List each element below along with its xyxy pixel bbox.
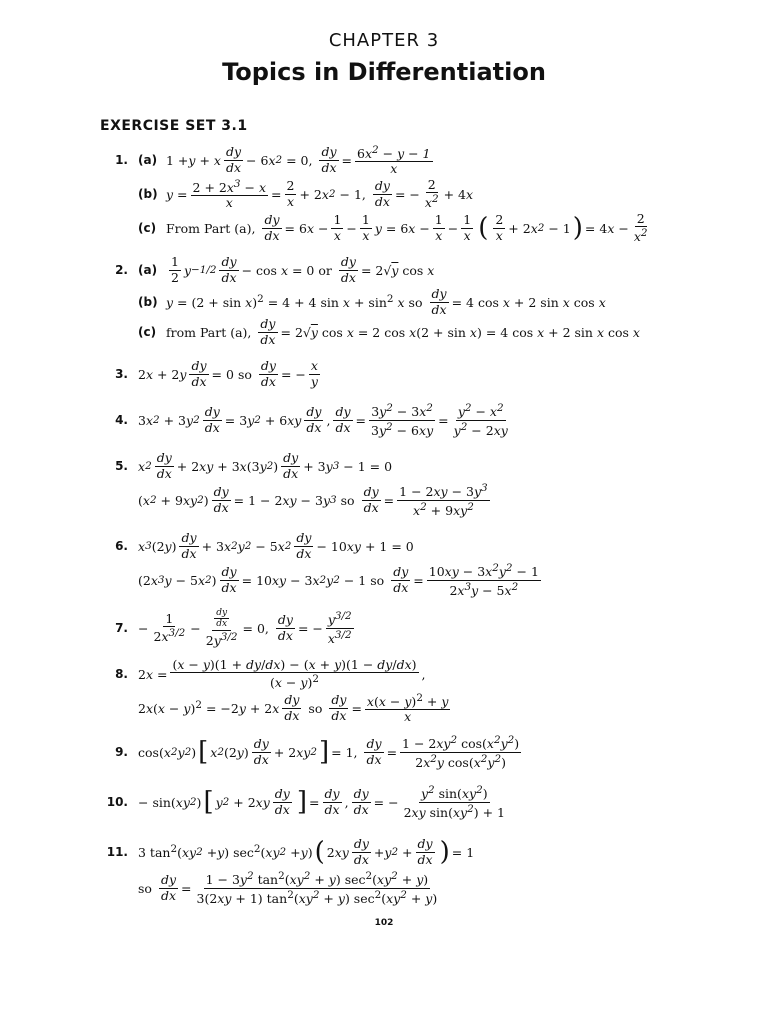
equation: 2 x + 2 y $\frac{dy}{dx}$ = 0 so $\frac{dy}{dx}$ = − $\frac{x}{y}$ [138,358,318,389]
exercise-1a [100,142,740,178]
exercise-number: 1. [115,153,128,167]
equation: − $\frac{1}{2x^{3/2}}$ − $\frac{\frac{dy}{dx}}{2y^{3/2}}$ = 0, $\frac{dy}{dx}$ = − $\frac{y^{3/2}}{x^{3/2}}$ [138,607,352,648]
exercise-8-line1 [100,656,740,692]
part-label: (a) [138,153,158,167]
equation: x 3 (2 y ) $\frac{dy}{dx}$ + 3 x 2 y 2 − 5 x 2 $\frac{dy}{dx}$ − 10 xy + 1 = 0 [138,530,414,561]
equation: 3 $\tan^2$( xy 2 + y ) $\sec^2$( xy 2 + y ) ( 2 xy $\frac{dy}{dx}$ + y 2 + $\frac{dy}{dx}$ ) = 1 [138,836,475,867]
chapter-title: Topics in Differentiation [222,58,546,86]
exercise-6-line2 [100,562,740,598]
exercise-number: 4. [115,413,128,427]
exercise-2c [100,314,740,350]
exercise-1b [100,176,740,212]
text-so: so [138,880,152,896]
exercise-5-line2 [100,482,740,518]
part-label: (b) [138,187,158,201]
exercise-7 [100,607,740,648]
exercise-5-line1 [100,448,740,484]
equation: ( x 2 + 9 xy 2 ) $\frac{dy}{dx}$ = 1 − 2 xy − 3 y 3 so $\frac{dy}{dx}$ = $\frac{1 - 2xy - 3y^3}{x^2 + 9xy^2}$ [138,481,488,518]
exercise-11-line1 [100,834,740,870]
part-label: (c) [138,325,157,339]
equation: $\frac{1}{2}$ y −1/2 $\frac{dy}{dx}$ − cos x = 0 or $\frac{dy}{dx}$ = 2√ y cos x [171,254,435,285]
equation: from Part (a), $\frac{dy}{dx}$ = 2√ y cos x = 2 cos x (2 + sin x ) = 4 cos x + 2 sin x cos x [166,316,640,347]
exercise-number: 7. [115,621,128,635]
equation: − sin( xy 2 ) [ y 2 + 2 xy $\frac{dy}{dx}$ ] = $\frac{dy}{dx}$ , $\frac{dy}{dx}$ = − $\frac{y^2 \sin(xy^2)}{2xy \sin(xy^2) + 1}$ [138,783,505,820]
equation: y = (2 + sin x )$^2$ = 4 + 4 sin x + $\sin^2$ x so $\frac{dy}{dx}$ = 4 cos x + 2 sin x cos x [166,286,606,317]
text-from-part-a: From Part (a), [166,220,256,236]
chapter-label: CHAPTER 3 [328,30,440,51]
exercise-set-heading: EXERCISE SET 3.1 [100,118,248,134]
text-so: so [237,366,252,382]
equation: 3 x 2 + 3 y 2 $\frac{dy}{dx}$ = 3 y 2 + 6 xy $\frac{dy}{dx}$ , $\frac{dy}{dx}$ = $\frac{3y^2 - 3x^2}{3y^2 - 6xy}$ = $\frac{y^2 - x^2}{y^2 - 2xy}$ [138,401,508,438]
exercise-6-line1 [100,528,740,564]
exercise-10 [100,784,740,820]
exercise-1c [100,210,740,246]
equation: x 2 $\frac{dy}{dx}$ + 2 xy + 3 x (3 y 2 ) $\frac{dy}{dx}$ + 3 y 3 − 1 = 0 [138,450,393,481]
equation: cos( x 2 y 2 ) [ x 2 (2 y ) $\frac{dy}{dx}$ + 2 xy 2 ] = 1, $\frac{dy}{dx}$ = $\frac{1 - 2xy^2 \cos(x^2y^2)}{2x^2y \cos(x^2y^2)}$ [138,733,520,770]
equation: so $\frac{dy}{dx}$ = $\frac{1 - 3y^2 \tan^2(xy^2 + y) \sec^2(xy^2 + y)}{3(2xy + 1) \tan^2(xy^2 + y) \sec^2(xy^2 + y)}$ [138,869,438,906]
exercise-2a [100,252,740,288]
text-or: or [318,262,332,278]
exercise-number: 10. [106,795,128,809]
exercise-number: 9. [115,745,128,759]
equation: 2 x ( x − y )$^2$ = −2 y + 2 x $\frac{dy}{dx}$ so $\frac{dy}{dx}$ = $\frac{x(x - y)^2 + y}{x}$ [138,691,449,725]
part-label: (a) [138,263,158,277]
exercise-3 [100,356,740,392]
equation: y = $\frac{2 + 2x^3 - x}{x}$ = $\frac{2}{x}$ + 2 x 2 − 1, $\frac{dy}{dx}$ = − $\frac{2}{x^2}$ + 4 x [166,176,474,211]
text-so: so [370,572,385,588]
exercise-number: 2. [115,263,128,277]
exercise-number: 11. [106,845,128,859]
exercise-number: 8. [115,667,128,681]
page-number: 102 [374,918,394,928]
exercise-number: 3. [115,367,128,381]
exercise-11-line2 [100,870,740,906]
exercise-number: 6. [115,539,128,553]
text-so: so [408,294,423,310]
text-so: so [340,492,355,508]
text-so: so [308,700,323,716]
exercise-number: 5. [115,459,128,473]
part-label: (b) [138,295,158,309]
part-label: (c) [138,221,157,235]
equation: 1 + y + x $\frac{dy}{dx}$ − 6 x 2 = 0, $\frac{dy}{dx}$ = $\frac{6x^2 - y - 1}{x}$ [166,143,431,177]
exercise-8-line2 [100,690,740,726]
equation: 2 x = $\frac{(x - y)(1 + dy/dx) - (x + y)(1 - dy/dx)}{(x - y)^2}$ , [138,656,426,691]
equation: (2 x 3 y − 5 x 2 ) $\frac{dy}{dx}$ = 10 xy − 3 x 2 y 2 − 1 so $\frac{dy}{dx}$ = $\frac{10xy - 3x^2y^2 - 1}{2x^3y - 5x^2}$ [138,561,539,598]
equation: From Part (a), $\frac{dy}{dx}$ = 6 x − $\frac{1}{x}$ − $\frac{1}{x}$ y = 6 x − $\frac{1}{x}$ − $\frac{1}{x}$ ( $\frac{2}{x}$ + 2 x 2 − 1 ) = 4 x − $\frac{2}{x^2}$ [166,210,648,245]
text-from-part-a: from Part (a), [166,324,252,340]
exercise-4 [100,402,740,438]
exercise-9 [100,734,740,770]
